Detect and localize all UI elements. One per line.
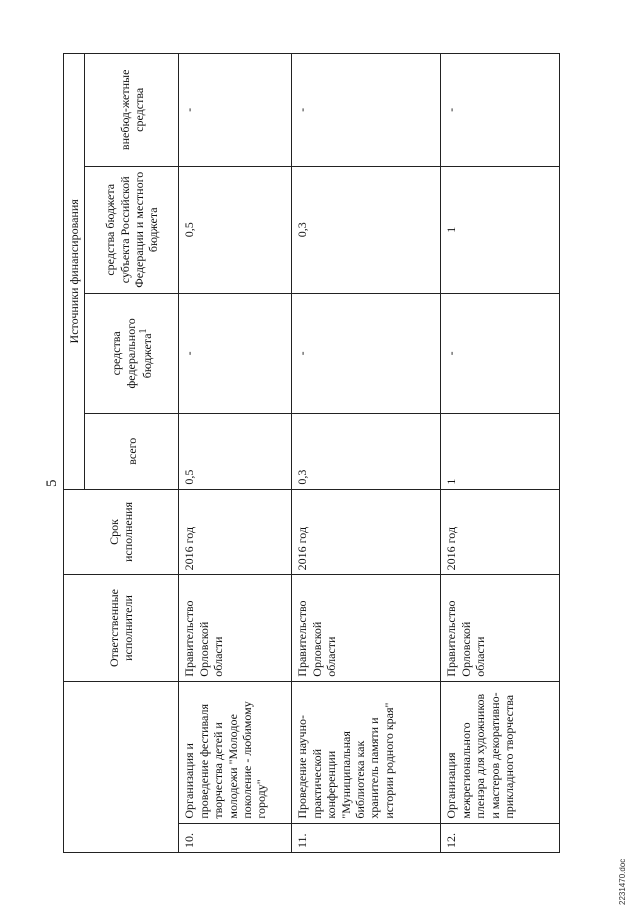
header-federal-footnote: 1: [138, 328, 150, 334]
row-regional: 0,3: [292, 166, 441, 293]
financing-table: [63, 53, 560, 853]
header-term: Срок исполнения: [64, 489, 179, 575]
row-total: 0,5: [179, 413, 292, 489]
row-extrabudget: -: [179, 54, 292, 167]
header-sources: Источники финансирования: [64, 54, 85, 490]
table-row: [441, 54, 560, 853]
table-row: [179, 54, 292, 853]
header-responsible: Ответственные исполнители: [64, 575, 179, 681]
row-total: 1: [441, 413, 560, 489]
row-term: 2016 год: [292, 489, 441, 575]
table-row: [292, 54, 441, 853]
row-federal: -: [292, 293, 441, 413]
row-regional: 1: [441, 166, 560, 293]
header-federal-label: средства федерального бюджета: [109, 318, 155, 389]
row-number: 12.: [441, 823, 560, 852]
row-name: Проведение научно-практической конференции "Муниципальная библиотека как хранитель памяти и истории родного края": [292, 681, 441, 823]
row-responsible: Правительство Орловской области: [179, 575, 292, 681]
row-total: 0,3: [292, 413, 441, 489]
page-number: 5: [44, 479, 60, 487]
row-term: 2016 год: [441, 489, 560, 575]
header-extrabudget: внебюд-жетные средства: [85, 54, 179, 167]
header-total: всего: [85, 413, 179, 489]
row-extrabudget: -: [441, 54, 560, 167]
header-regional: средства бюджета субъекта Российской Федерации и местного бюджета: [85, 166, 179, 293]
row-regional: 0,5: [179, 166, 292, 293]
row-federal: -: [441, 293, 560, 413]
document-id: 2231470.doc: [618, 858, 627, 905]
row-federal: -: [179, 293, 292, 413]
row-extrabudget: -: [292, 54, 441, 167]
row-number: 11.: [292, 823, 441, 852]
row-responsible: Правительство Орловской области: [441, 575, 560, 681]
row-number: 10.: [179, 823, 292, 852]
row-responsible: Правительство Орловской области: [292, 575, 441, 681]
header-blank: [64, 681, 179, 852]
row-name: Организация межрегионального пленэра для художников и мастеров декоративно-прикладного творчества: [441, 681, 560, 823]
row-term: 2016 год: [179, 489, 292, 575]
row-name: Организация и проведение фестиваля творчества детей и молодежи "Молодое поколение - любимому городу": [179, 681, 292, 823]
header-federal: [85, 293, 179, 413]
